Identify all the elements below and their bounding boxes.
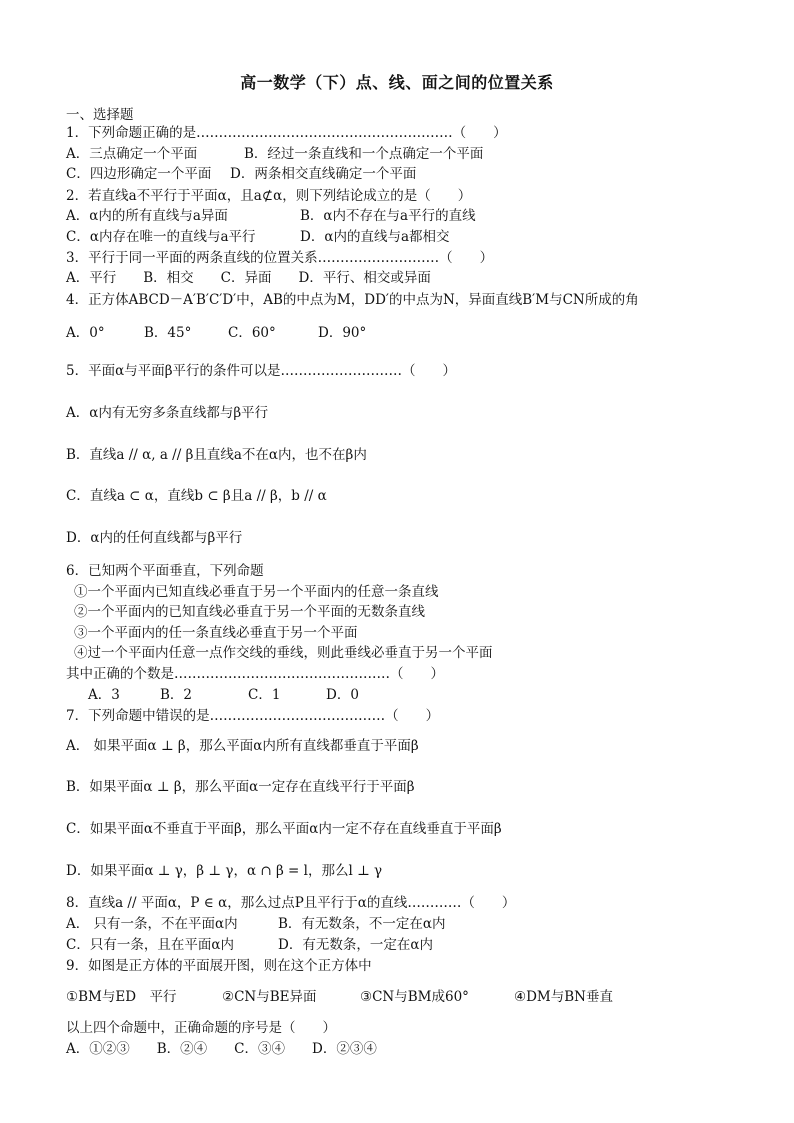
q2-option-a: A．α内的所有直线与a异面: [66, 208, 228, 224]
q5-option-b: B．直线a // α, a // β且直线a不在α内，也不在β内: [66, 447, 367, 463]
section-heading: 一、选择题: [66, 107, 134, 123]
q2-options-row2: [66, 228, 450, 246]
q1-options-row1: [66, 145, 484, 163]
q7-option-d: D．如果平面α ⊥ γ，β ⊥ γ，α ∩ β = l，那么l ⊥ γ: [66, 863, 383, 879]
q1-option-a: A．三点确定一个平面: [66, 146, 198, 162]
q7-option-c: C．如果平面α不垂直于平面β，那么平面α内一定不存在直线垂直于平面β: [66, 821, 502, 837]
q5-stem: 5．平面α与平面β平行的条件可以是………………………（ ）: [66, 363, 457, 379]
q1-option-d: D．两条相交直线确定一个平面: [230, 166, 417, 182]
q8-option-c: C．只有一条，且在平面α内: [66, 937, 234, 953]
page-title: 高一数学（下）点、线、面之间的位置关系: [240, 73, 554, 92]
q2-options-row1: [66, 207, 476, 225]
q2-option-b: B．α内不存在与a平行的直线: [300, 208, 476, 224]
q2-option-d: D．α内的直线与a都相交: [300, 229, 450, 245]
q6-question: 其中正确的个数是…………………………………………（ ）: [66, 666, 444, 682]
q4-stem: 4．正方体ABCD－A′B′C′D′中，AB的中点为M，DD′的中点为N，异面直线B′M与CN所成的角: [66, 292, 639, 308]
q6-option-c: C．1: [248, 687, 281, 703]
q8-options-row1: [66, 915, 446, 933]
q8-options-row2: [66, 936, 433, 954]
q8-stem: 8．直线a // 平面α，P ∈ α，那么过点P且平行于α的直线…………（ ）: [66, 895, 516, 911]
q6-stem: 6．已知两个平面垂直，下列命题: [66, 563, 264, 579]
q8-option-d: D．有无数条，一定在α内: [278, 937, 433, 953]
q6-statement-3: ③一个平面内的任一条直线必垂直于另一个平面: [74, 625, 358, 641]
q1-option-b: B．经过一条直线和一个点确定一个平面: [244, 146, 484, 162]
q5-option-a: A．α内有无穷多条直线都与β平行: [66, 405, 269, 421]
q1-options-row2: [66, 165, 417, 183]
q5-option-c: C．直线a ⊂ α，直线b ⊂ β且a // β，b // α: [66, 488, 327, 504]
q4-option-d: D．90°: [318, 325, 367, 341]
q1-stem: 1．下列命题正确的是…………………………………………………（ ）: [66, 125, 507, 141]
q8-option-a: A． 只有一条，不在平面α内: [66, 916, 238, 932]
q7-option-a: A． 如果平面α ⊥ β，那么平面α内所有直线都垂直于平面β: [66, 738, 419, 754]
q9-stem: 9．如图是正方体的平面展开图，则在这个正方体中: [66, 958, 372, 974]
q4-option-b: B．45°: [144, 325, 192, 341]
q2-stem: 2．若直线a不平行于平面α，且a⊄α，则下列结论成立的是（ ）: [66, 188, 472, 204]
q9-options: A．①②③ B．②④ C．③④ D．②③④: [66, 1041, 377, 1057]
q8-option-b: B．有无数条，不一定在α内: [278, 916, 446, 932]
q1-option-c: C．四边形确定一个平面: [66, 166, 212, 182]
q5-option-d: D．α内的任何直线都与β平行: [66, 530, 243, 546]
q6-statement-1: ①一个平面内已知直线必垂直于另一个平面内的任意一条直线: [74, 584, 439, 600]
q9-statement-1: ①BM与ED 平行: [66, 989, 177, 1005]
q4-option-c: C．60°: [228, 325, 276, 341]
q9-statements: [66, 988, 613, 1006]
q3-stem: 3．平行于同一平面的两条直线的位置关系………………………（ ）: [66, 250, 494, 266]
q6-option-a: A．3: [88, 687, 120, 703]
q4-options: [66, 324, 367, 342]
q9-statement-4: ④DM与BN垂直: [514, 989, 613, 1005]
q9-statement-3: ③CN与BM成60°: [360, 989, 469, 1005]
q2-option-c: C．α内存在唯一的直线与a平行: [66, 229, 256, 245]
q6-statement-4: ④过一个平面内任意一点作交线的垂线，则此垂线必垂直于另一个平面: [74, 645, 493, 661]
q9-statement-2: ②CN与BE异面: [222, 989, 317, 1005]
q6-statement-2: ②一个平面内的已知直线必垂直于另一个平面的无数条直线: [74, 604, 425, 620]
q3-options: A．平行 B．相交 C．异面 D．平行、相交或异面: [66, 270, 431, 286]
q7-stem: 7．下列命题中错误的是…………………………………（ ）: [66, 708, 440, 724]
q6-option-b: B．2: [160, 687, 193, 703]
q6-option-d: D．0: [326, 687, 359, 703]
q6-options: [88, 686, 359, 704]
q9-question: 以上四个命题中，正确命题的序号是（ ）: [66, 1020, 336, 1036]
q7-option-b: B．如果平面α ⊥ β，那么平面α一定存在直线平行于平面β: [66, 779, 415, 795]
q4-option-a: A．0°: [66, 325, 105, 341]
